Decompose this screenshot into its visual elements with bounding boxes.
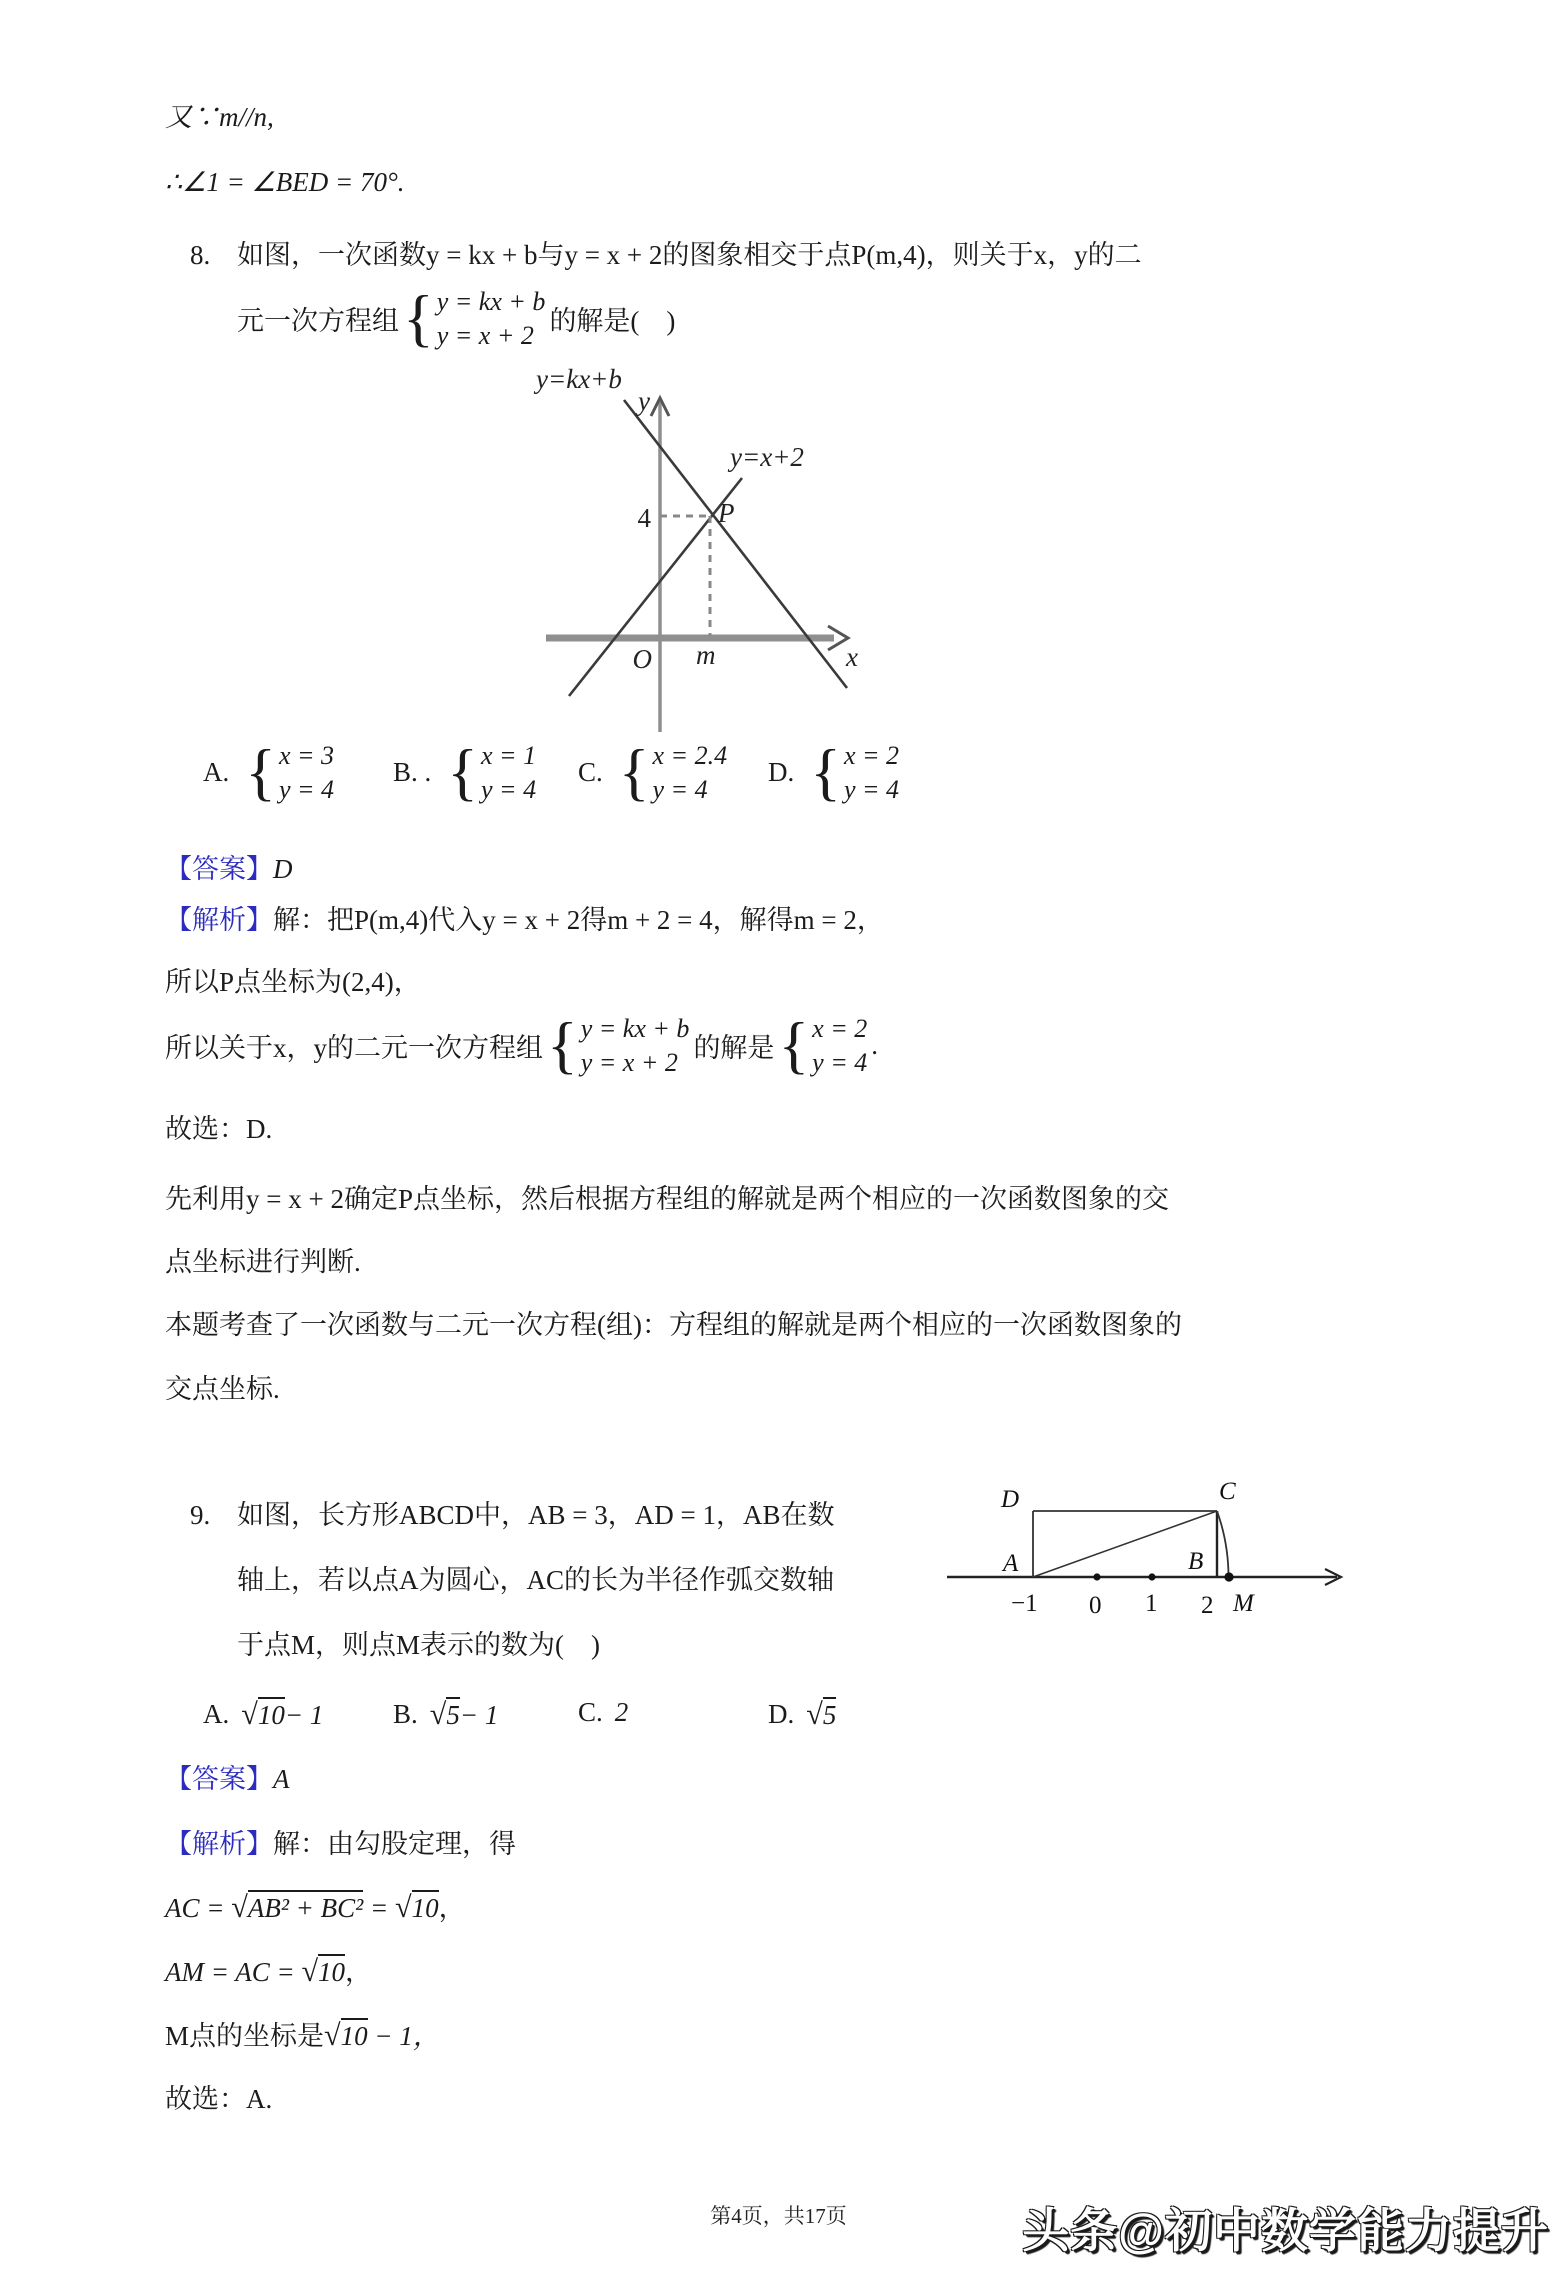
q8-option-d-eq2: y = 4: [843, 775, 900, 805]
graph-label-p: P: [718, 498, 735, 528]
q9-answer-value: A: [273, 1764, 290, 1794]
q9-option-a: [203, 1697, 323, 1732]
intro-line-1: 又∵m//n,: [165, 102, 274, 132]
q8-option-c-eq1: x = 2.4: [652, 741, 728, 770]
q8-option-c-brace: {: [618, 736, 650, 808]
sqrt-sign: √: [241, 1697, 258, 1731]
sqrt1-pre: AC =: [165, 1893, 232, 1923]
sqrt3-pre: M点的坐标是: [165, 2021, 325, 2051]
q8-stem-eq1: y = kx + b: [436, 287, 546, 316]
graph-label-m: m: [696, 640, 716, 670]
q8-analysis-line1: 解：把P(m,4)代入y = x + 2得m + 2 = 4，解得m = 2，: [273, 905, 884, 935]
graph-label-x: x: [846, 642, 858, 672]
q8-stem-eq2: y = x + 2: [436, 321, 534, 351]
q9-stem-line1: 如图，长方形ABCD中，AB = 3，AD = 1，AB在数: [237, 1500, 835, 1530]
q9-option-c-value: 2: [614, 1697, 629, 1727]
graph-label-kxb: y=kx+b: [536, 364, 622, 394]
q8-stem-line2-post: 的解是( ): [549, 306, 676, 337]
q9-option-d-radicand: 5: [823, 1697, 837, 1731]
q8-option-d-brace: {: [810, 736, 841, 808]
q8-stem-line2: [237, 282, 676, 354]
q8-analysis-sys2-eq1: x = 2: [812, 1014, 868, 1043]
q8-option-c-eq2: y = 4: [652, 775, 708, 805]
q8-analysis-line3-pre: 所以关于x，y的二元一次方程组: [165, 1033, 543, 1064]
watermark: 头条@初中数学能力提升: [1022, 2204, 1549, 2257]
diagram-tick-neg1: −1: [1011, 1590, 1038, 1617]
q8-answer-label: 【答案】: [165, 854, 273, 884]
q8-option-c-letter: C.: [578, 757, 603, 788]
sqrt3-radicand: 10: [341, 2018, 368, 2051]
dot-m: [1224, 1572, 1233, 1581]
q9-option-a-radicand: 10: [258, 1697, 285, 1731]
q9-stem-line3: 于点M，则点M表示的数为( ): [237, 1630, 600, 1660]
q8-analysis-line3-post: .: [871, 1030, 878, 1061]
sqrt1-post: ，: [438, 1893, 466, 1923]
q9-analysis-line4: [165, 2016, 440, 2055]
q8-analysis-line4: 故选：D.: [165, 1114, 273, 1144]
q8-stem-brace: {: [403, 282, 434, 354]
q8-analysis-line3-mid: 的解是: [693, 1033, 775, 1064]
q8-analysis-line5: 先利用y = x + 2确定P点坐标，然后根据方程组的解就是两个相应的一次函数图象的交: [165, 1184, 1169, 1214]
sqrt-sign: √: [301, 1954, 319, 1988]
graph-label-y: y: [638, 386, 650, 416]
q9-option-a-letter: A.: [203, 1699, 230, 1729]
q8-stem-system: [403, 282, 546, 354]
diagram-tick-2: 2: [1201, 1592, 1214, 1619]
q9-analysis-row: [165, 1827, 516, 1862]
sqrt3-post: − 1，: [367, 2021, 440, 2051]
diagram-label-c: C: [1219, 1478, 1236, 1505]
q8-analysis-line6: 点坐标进行判断.: [165, 1247, 361, 1277]
q8-number: 8.: [190, 240, 211, 270]
dot-0: [1093, 1573, 1100, 1580]
q8-option-b-brace: {: [447, 736, 478, 808]
q8-stem-line2-pre: 元一次方程组: [237, 306, 399, 337]
q8-analysis-label: 【解析】: [165, 905, 273, 935]
q8-option-b-eq2: y = 4: [480, 775, 537, 805]
q9-option-b-radicand: 5: [446, 1697, 460, 1731]
q9-analysis-label: 【解析】: [165, 1829, 273, 1859]
q9-option-a-value: [241, 1697, 323, 1732]
q9-option-b: [393, 1697, 498, 1732]
sqrt2-pre: AM = AC =: [165, 1957, 302, 1987]
q8-option-a-brace: {: [245, 736, 276, 808]
arc-c-to-m: [1217, 1511, 1229, 1577]
graph-label-x2: y=x+2: [730, 442, 804, 472]
q8-option-c: [578, 736, 731, 808]
intro-line-2: ∴∠1 = ∠BED = 70°.: [165, 167, 405, 197]
sqrt-sign: √: [429, 1697, 447, 1731]
q8-analysis-row: [165, 903, 884, 938]
q9-option-d-value: [806, 1697, 836, 1732]
dot-1: [1148, 1573, 1155, 1580]
q8-graph: [398, 362, 1043, 734]
q8-analysis-line3: [165, 1009, 878, 1081]
q8-analysis-line2: 所以P点坐标为(2,4)，: [165, 967, 421, 997]
sqrt-sign: √: [324, 2018, 341, 2052]
q8-option-b-letter: B. .: [393, 757, 432, 788]
q8-option-b: [393, 736, 540, 808]
q9-analysis-line5: 故选：A.: [165, 2084, 273, 2114]
q8-option-a-eq1: x = 3: [278, 741, 335, 770]
diagram-label-d: D: [1001, 1486, 1020, 1513]
q9-option-c: [578, 1697, 628, 1728]
sqrt-sign: √: [394, 1890, 412, 1924]
diagram-label-b: B: [1188, 1548, 1204, 1575]
q8-stem-line1: 如图，一次函数y = kx + b与y = x + 2的图象相交于点P(m,4)，则关于x，y的二: [237, 240, 1142, 270]
diagram-tick-1: 1: [1145, 1590, 1158, 1617]
q9-analysis-line3: [165, 1952, 372, 1991]
q8-answer-value: D: [273, 854, 293, 884]
q9-answer-row: [165, 1762, 290, 1797]
q8-analysis-line7: 本题考查了一次函数与二元一次方程(组)：方程组的解就是两个相应的一次函数图象的: [165, 1310, 1182, 1340]
sqrt1-radicand2: 10: [412, 1890, 439, 1923]
q9-stem-line2: 轴上，若以点A为圆心，AC的长为半径作弧交数轴: [237, 1565, 835, 1595]
q8-option-b-eq1: x = 1: [480, 741, 537, 770]
q8-analysis-sys1-eq1: y = kx + b: [580, 1014, 690, 1043]
q8-answer-row: [165, 852, 293, 887]
page-footer: 第4页，共17页: [710, 2204, 847, 2228]
q8-analysis-sys2-eq2: y = 4: [812, 1048, 868, 1078]
q9-option-b-value: [430, 1697, 499, 1732]
q9-analysis-line2: [165, 1888, 466, 1927]
sqrt-sign: √: [231, 1890, 248, 1924]
sqrt2-post: ，: [345, 1957, 373, 1987]
diagram-tick-0: 0: [1089, 1592, 1102, 1619]
q9-option-d: [768, 1697, 836, 1732]
q9-analysis-line1: 解：由勾股定理，得: [273, 1829, 516, 1859]
sqrt2-radicand: 10: [318, 1954, 345, 1987]
q8-option-a-letter: A.: [203, 757, 230, 788]
q9-number: 9.: [190, 1500, 211, 1530]
q9-diagram: [945, 1465, 1357, 1633]
q9-option-b-suffix: − 1: [459, 1700, 499, 1730]
q8-option-a-eq2: y = 4: [278, 775, 335, 805]
q8-option-d: [768, 736, 903, 808]
sqrt1-mid: =: [363, 1893, 395, 1923]
q9-option-c-letter: C.: [578, 1697, 603, 1727]
q8-analysis-sys1-eq2: y = x + 2: [580, 1048, 678, 1078]
graph-label-4: 4: [637, 503, 651, 533]
diagram-label-m: M: [1233, 1590, 1254, 1617]
diagram-label-a: A: [1003, 1550, 1019, 1577]
q8-option-d-letter: D.: [768, 757, 795, 788]
q8-analysis-sys2-brace: {: [778, 1009, 810, 1081]
q9-option-b-letter: B.: [393, 1699, 418, 1729]
q8-analysis-line8: 交点坐标.: [165, 1374, 280, 1404]
sqrt1-radicand1: AB² + BC²: [248, 1890, 363, 1923]
q8-option-a: [203, 736, 338, 808]
line-y-x2: [569, 478, 742, 696]
q9-option-d-letter: D.: [768, 1699, 795, 1729]
q8-option-d-eq1: x = 2: [843, 741, 900, 770]
q8-analysis-sys1-brace: {: [547, 1009, 578, 1081]
sqrt-sign: √: [806, 1697, 823, 1731]
q9-answer-label: 【答案】: [165, 1764, 273, 1794]
q9-option-a-suffix: − 1: [284, 1700, 324, 1730]
graph-label-origin: O: [632, 644, 652, 674]
